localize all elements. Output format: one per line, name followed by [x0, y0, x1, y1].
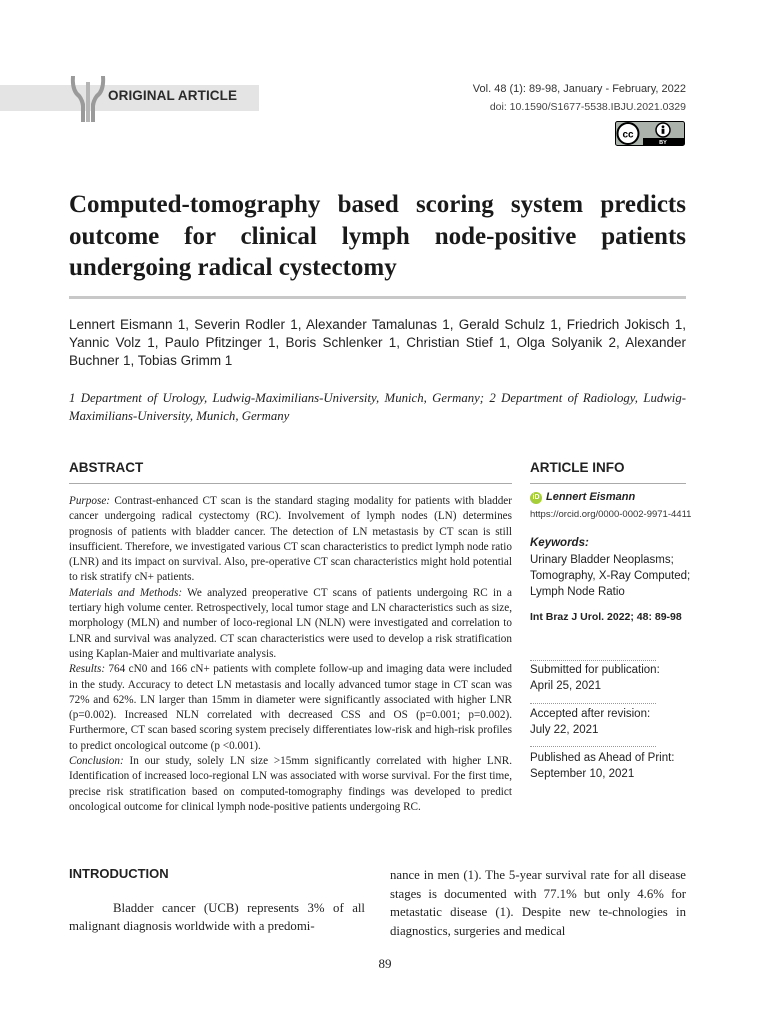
abstract-conclusion [69, 754, 512, 815]
orcid-link[interactable]: https://orcid.org/0000-0002-9971-4411 [530, 509, 692, 520]
submitted-label: Submitted for publication: [530, 664, 660, 676]
abstract-results [69, 662, 512, 754]
purpose-label: Purpose: [69, 495, 111, 507]
published-date: September 10, 2021 [530, 768, 635, 780]
keywords-list [530, 552, 690, 600]
results-label: Results: [69, 663, 106, 676]
journal-logo-icon [68, 72, 108, 124]
purpose-text: Contrast-enhanced CT scan is the standard staging modality for patients with bladder cancer undergoing radical cystectomy (RC). Involvement of lymph nodes (LN) determines prognosis of patients with bladder cancer. The detection of LN metastasis by CT scan is still insufficient. Therefore, we investigated various CT scan characteristics to predict lymph node ratio (LNR) and its impact on survival. Also, pre-operative CT scan characteristics might hold potential to risk stratify cN+ patients. [69, 495, 512, 584]
orcid-icon[interactable]: iD [530, 492, 542, 504]
results-text: 764 cN0 and 166 cN+ patients with complete follow-up and imaging data were included in the study. Accuracy to detect LN metastasis and locally advanced tumor stage in CT scan was 72% and 62%. LN larger than 15mm in diameter were significantly associated with higher LNR (p=0.002). Increased NLN correlated with decreased CSS and OS (p=0.001; p=0.002). Furthermore, CT scan based scoring system precisely differentiates low-risk and high-risk profiles to predict oncological outcome (p <0.001). [69, 663, 512, 752]
keyword: Urinary Bladder Neoplasms; [530, 554, 674, 566]
introduction-heading: INTRODUCTION [69, 866, 169, 881]
submitted-date: April 25, 2021 [530, 680, 601, 692]
introduction-column-2: nance in men (1). The 5-year survival rate for all disease stages is documented with 77.1% but only 4.6% for metastatic disease (1). Despite new te-chnologies in diagnostics, surgeries and medical [390, 868, 686, 938]
methods-text: We analyzed preoperative CT scans of patients undergoing RC in a tertiary high volume center. Retrospectively, local tumor stage and LN characteristics such as size, morphology (MLN) and number of loco-regional LN (NLN) were investigated and correlation to LNR and survival was analyzed. CT scan characteristics were used to develop a risk stratification using Kaplan-Maier and multivariate analysis. [69, 586, 512, 660]
published-label: Published as Ahead of Print: [530, 752, 675, 764]
keywords-heading: Keywords: [530, 537, 589, 549]
section-label: ORIGINAL ARTICLE [108, 88, 238, 103]
dotted-divider [530, 703, 656, 704]
abstract-body [69, 494, 512, 815]
affiliations: 1 Department of Urology, Ludwig-Maximilians-University, Munich, Germany; 2 Department of Radiology, Ludwig-Maximilians-University, Munich, Germany [69, 391, 686, 423]
citation: Int Braz J Urol. 2022; 48: 89-98 [530, 611, 682, 623]
conclusion-text: In our study, solely LN size >15mm significantly correlated with higher LNR. Identification of increased loco-regional LN was associated with worse survival. For the first time, precise risk stratification based on computed-tomography findings was developed to predict oncological outcome for clinical lymph node-positive patients undergoing RC. [69, 755, 512, 813]
keyword: Tomography, X-Ray Computed; [530, 570, 691, 582]
doi-link[interactable]: doi: 10.1590/S1677-5538.IBJU.2021.0329 [489, 101, 686, 113]
article-title: Computed-tomography based scoring system predicts outcome for clinical lymph node-positive patients undergoing radical cystectomy [69, 191, 686, 281]
conclusion-label: Conclusion: [69, 755, 124, 768]
page-number: 89 [378, 956, 392, 971]
svg-text:BY: BY [659, 140, 667, 146]
article-info-heading: ARTICLE INFO [530, 460, 625, 475]
introduction-column-1 [69, 899, 365, 935]
abstract-methods [69, 586, 512, 662]
accepted-date: July 22, 2021 [530, 724, 599, 736]
dotted-divider [530, 746, 656, 747]
keyword: Lymph Node Ratio [530, 586, 625, 598]
corresponding-author: Lennert Eismann [546, 491, 636, 503]
abstract-heading: ABSTRACT [69, 460, 144, 475]
volume-info: Vol. 48 (1): 89-98, January - February, 2022 [472, 83, 686, 95]
accepted-label: Accepted after revision: [530, 708, 651, 720]
abstract-divider [69, 483, 512, 484]
dotted-divider [530, 660, 656, 661]
methods-label: Materials and Methods: [69, 586, 183, 599]
intro-text-1: Bladder cancer (UCB) represents 3% of all malignant diagnosis worldwide with a predomi- [69, 901, 365, 933]
abstract-purpose [69, 494, 512, 586]
cc-by-license-icon[interactable] [615, 121, 685, 146]
article-info-divider [530, 483, 686, 484]
title-divider [69, 296, 686, 299]
svg-text:cc: cc [622, 129, 634, 141]
author-list: Lennert Eismann 1, Severin Rodler 1, Alexander Tamalunas 1, Gerald Schulz 1, Friedrich Jokisch 1, Yannic Volz 1, Paulo Pfitzinger 1, Boris Schlenker 1, Christian Stief 1, Olga Solyanik 2, Alexander Buchner 1, Tobias Grimm 1 [69, 317, 686, 368]
